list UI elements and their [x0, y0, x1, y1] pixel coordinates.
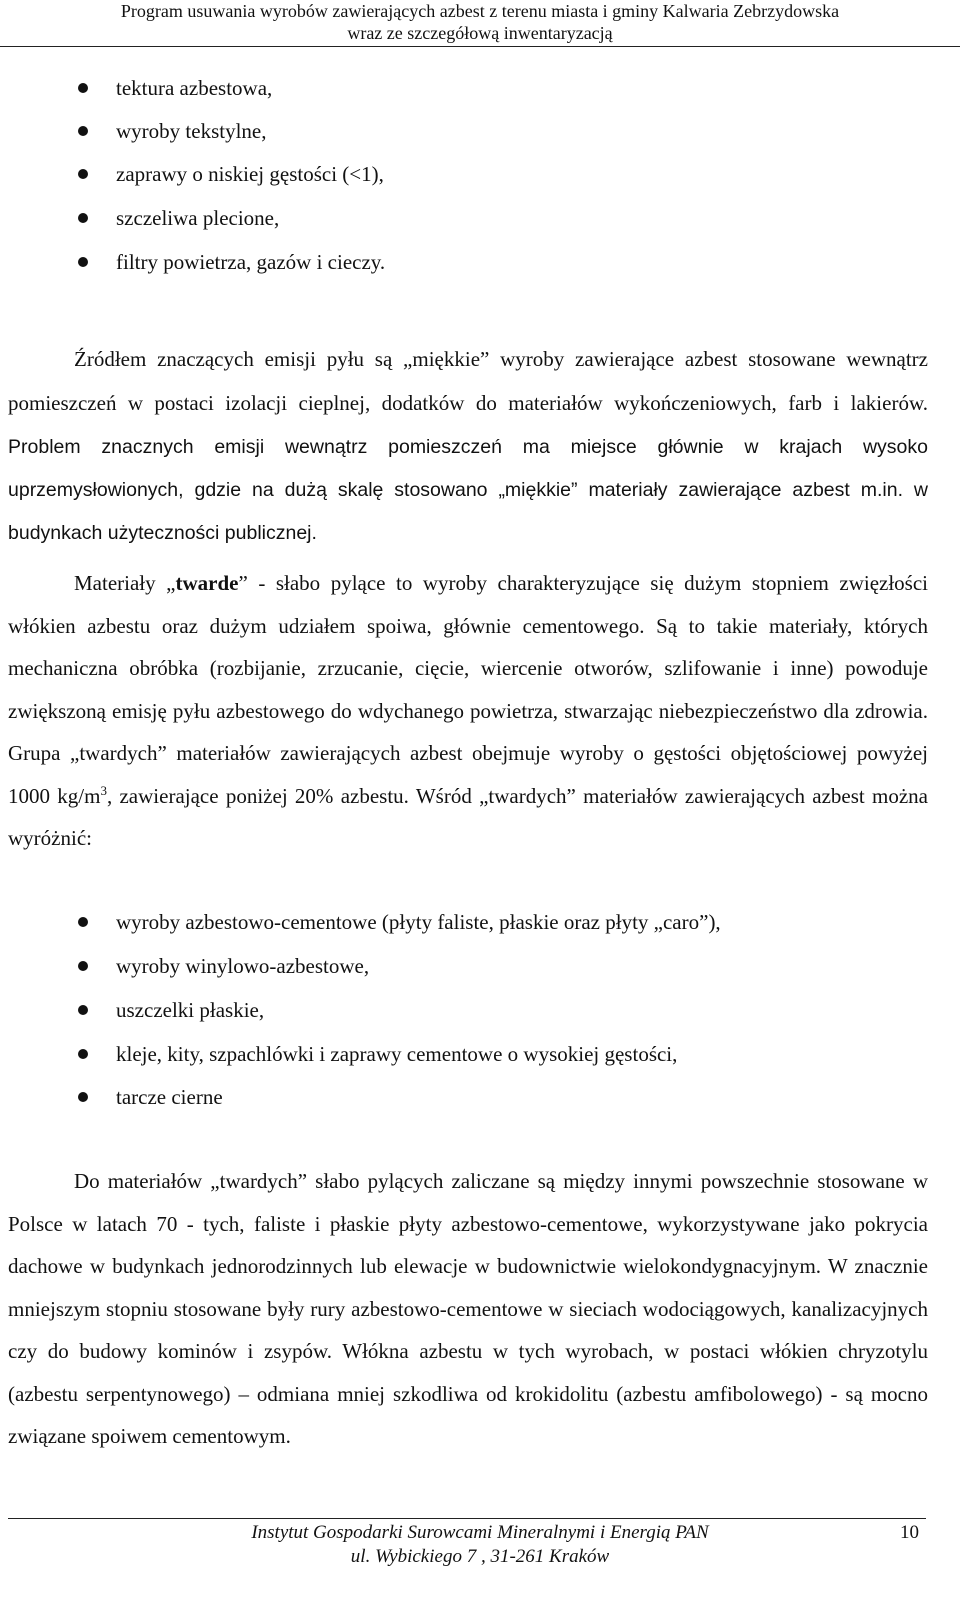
- bullet-icon: [78, 169, 88, 179]
- bullet-icon: [78, 917, 88, 927]
- bullet-icon: [78, 213, 88, 223]
- footer-institution: Instytut Gospodarki Surowcami Mineralnymi i Energią PAN: [251, 1522, 709, 1543]
- footer-divider: [8, 1518, 926, 1519]
- bold-term-twarde: twarde: [175, 571, 239, 595]
- paragraph-hard-materials: [8, 562, 928, 860]
- superscript: 3: [100, 782, 107, 798]
- footer-address: ul. Wybickiego 7 , 31-261 Kraków: [350, 1546, 610, 1567]
- paragraph-text-serif: Źródłem znaczących emisji pyłu są „miękkie” wyroby zawierające azbest stosowane wewnątrz pomieszczeń w postaci izolacji cieplnej, dodatków do materiałów wykończeniowych, farb i lakierów.: [8, 347, 928, 415]
- bullet-icon: [78, 126, 88, 136]
- paragraph-text: Do materiałów „twardych” słabo pylących zaliczane są między innymi powszechnie stosowane w Polsce w latach 70 - tych, faliste i płaskie płyty azbestowo-cementowe, wykorzystywane jako pokrycia dachowe w budynkach jednorodzinnych lub elewacje w budownictwie wielokondygnacyjnym. W znacznie mniejszym stopniu stosowane były rury azbestowo-cementowe w sieciach wodociągowych, kanalizacyjnych czy do budowy kominów i zsypów. Włókna azbestu w tych wyrobach, w postaci włókien chryzotylu (azbestu serpentynowego) – odmiana mniej szkodliwa od krokidolitu (azbestu amfibolowego) - są mocno związane spoiwem cementowym.: [8, 1169, 928, 1448]
- header-title-line2: wraz ze szczegółową inwentaryzacją: [347, 23, 613, 43]
- bullet-icon: [78, 257, 88, 267]
- page-footer: [130, 1521, 830, 1569]
- paragraph-text: Problem znacznych emisji wewnątrz pomieszczeń ma miejsce głównie w krajach wysoko uprzemysłowionych, gdzie na dużą skalę stosowano „miękkie” materiały zawierające azbest m.in. w budynkach użyteczności publicznej.: [8, 436, 928, 544]
- header-title-line1: Program usuwania wyrobów zawierających azbest z terenu miasta i gminy Kalwaria Zebrzydowska: [120, 1, 840, 21]
- page-number: 10: [900, 1522, 919, 1543]
- paragraph-text: ” - słabo pylące to wyroby charakteryzujące się dużym stopniem zwięzłości włókien azbestu oraz dużym udziałem spoiwa, głównie cementowego. Są to takie materiały, których mechaniczna obróbka (rozbijanie, zrzucanie, cięcie, wiercenie otworów, szlifowanie i inne) powoduje zwiększoną emisję pyłu azbestowego do wdychanego powietrza, stwarzając niebezpieczeństwo dla zdrowia. Grupa „twardych” materiałów zawierających azbest obejmuje wyroby o gęstości objętościowej powyżej 1000 kg/m: [8, 571, 928, 808]
- bullet-icon: [78, 1049, 88, 1059]
- bullet-icon: [78, 83, 88, 93]
- bullet-icon: [78, 961, 88, 971]
- bullet-icon: [78, 1092, 88, 1102]
- bullet-icon: [78, 1005, 88, 1015]
- page-header: [0, 0, 960, 47]
- paragraph-text: , zawierające poniżej 20% azbestu. Wśród „twardych” materiałów zawierających azbest można wyróżnić:: [8, 783, 928, 850]
- paragraph-hard-examples: [8, 1160, 928, 1458]
- paragraph-text: Materiały „: [74, 571, 176, 595]
- paragraph-soft-emissions: [8, 338, 928, 555]
